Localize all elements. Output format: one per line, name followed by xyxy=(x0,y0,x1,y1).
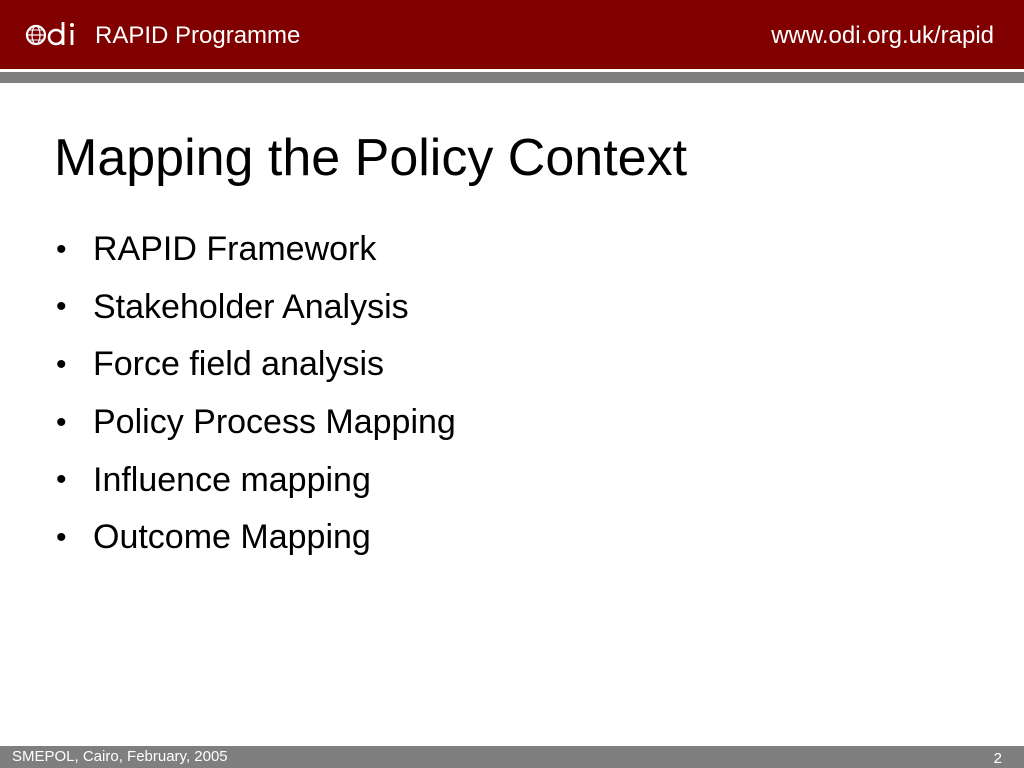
bullet-item-influence-mapping xyxy=(56,451,456,509)
logo-letters-d-i xyxy=(49,22,74,45)
bullet-icon: • xyxy=(56,463,67,497)
header-rule xyxy=(0,72,1024,83)
website-url: www.odi.org.uk/rapid xyxy=(771,22,994,49)
bullet-item-rapid-framework xyxy=(56,221,456,279)
bullet-icon: • xyxy=(56,347,67,381)
bullet-icon: • xyxy=(56,232,67,266)
bullet-label: Influence mapping xyxy=(93,460,371,499)
event-footer: SMEPOL, Cairo, February, 2005 xyxy=(12,748,228,765)
globe-icon xyxy=(27,26,45,44)
bullet-item-stakeholder-analysis xyxy=(56,279,456,337)
bullet-item-force-field-analysis xyxy=(56,336,456,394)
bullet-icon: • xyxy=(56,290,67,324)
odi-logo xyxy=(25,17,77,51)
bullet-label: Force field analysis xyxy=(93,345,385,384)
slide-header xyxy=(0,0,1024,69)
bullet-list xyxy=(56,221,456,567)
bullet-label: Policy Process Mapping xyxy=(93,403,456,442)
slide-footer xyxy=(0,746,1024,768)
programme-name: RAPID Programme xyxy=(95,22,301,49)
bullet-icon: • xyxy=(56,520,67,554)
slide-title: Mapping the Policy Context xyxy=(54,129,688,187)
bullet-item-policy-process-mapping xyxy=(56,394,456,452)
bullet-icon: • xyxy=(56,405,67,439)
bullet-label: RAPID Framework xyxy=(93,230,377,269)
bullet-label: Outcome Mapping xyxy=(93,518,371,557)
bullet-item-outcome-mapping xyxy=(56,509,456,567)
bullet-label: Stakeholder Analysis xyxy=(93,287,409,326)
page-number: 2 xyxy=(993,750,1002,767)
